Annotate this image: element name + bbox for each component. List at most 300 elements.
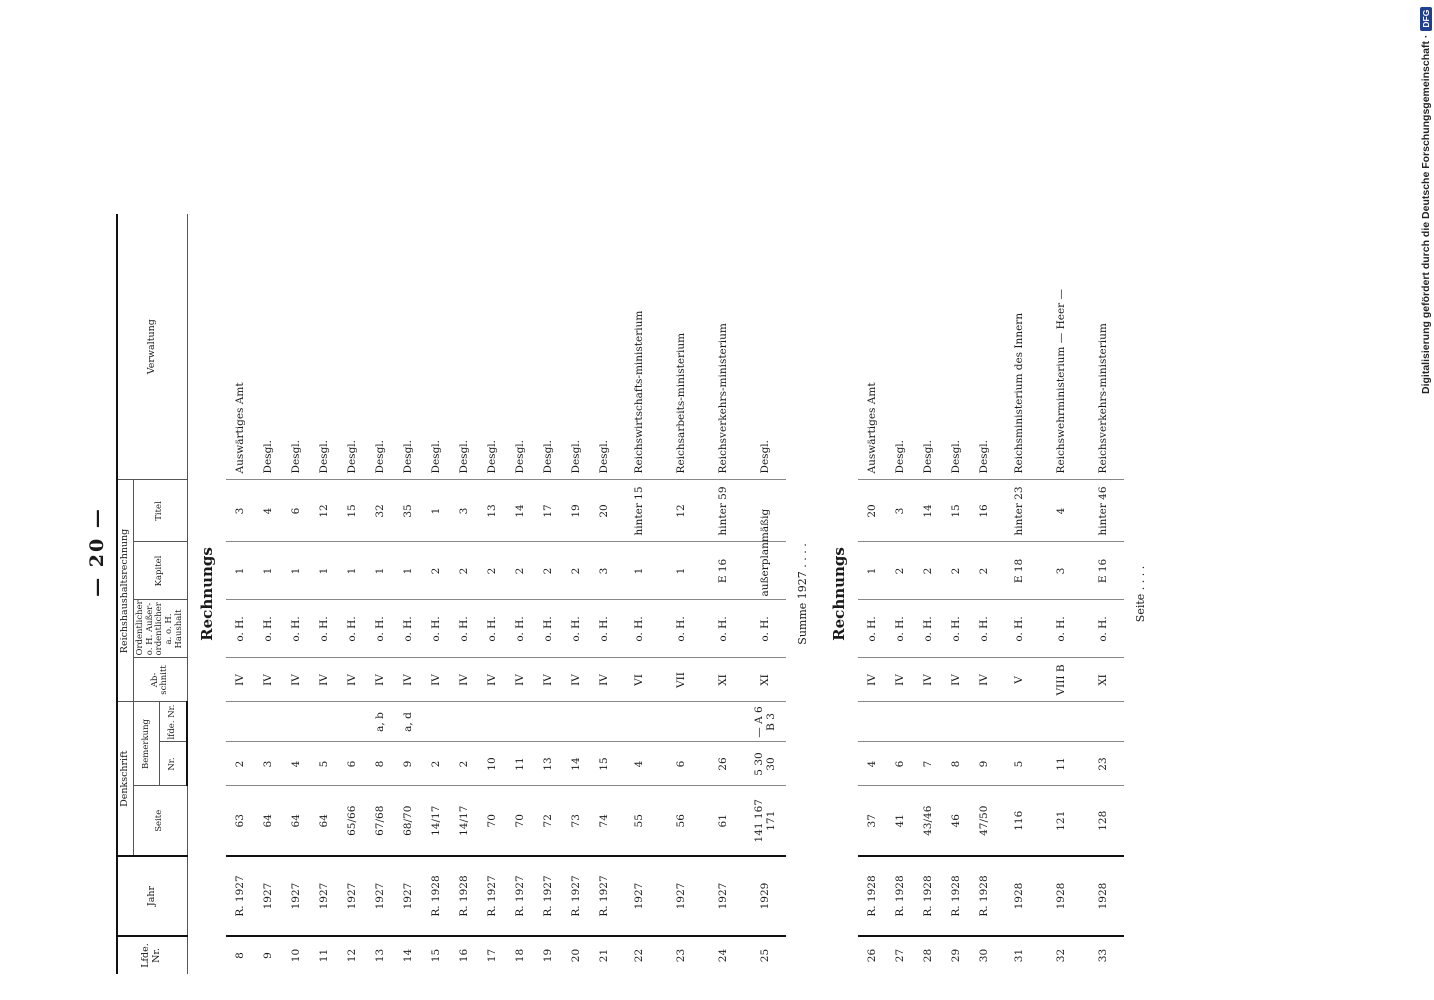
cell-bem-nr: 8 [366,742,394,786]
table-row [1082,214,1124,974]
cell-verwaltung: Desgl. [478,214,506,480]
cell-titel: 3 [886,480,914,542]
cell-jahr: 1928 [1040,856,1082,936]
col-bem-lfd-header: lfde. Nr. [160,702,187,742]
cell-lfd: 31 [998,936,1040,974]
cell-bem-nr: 3 [254,742,282,786]
cell-seite: 128 [1082,786,1124,856]
cell-haushalt: o. H. [858,600,886,658]
section-title: Rechnungs [829,547,848,641]
cell-bem-lfd [858,702,886,742]
cell-haushalt: o. H. [338,600,366,658]
col-titel-header: Titel [133,480,187,542]
sum-row [786,214,820,974]
cell-haushalt: o. H. [226,600,254,658]
cell-jahr: R. 1927 [478,856,506,936]
cell-lfd: 21 [590,936,618,974]
cell-kapitel: 2 [886,542,914,600]
col-bemerkung-header: Bemerkung [133,702,159,786]
cell-seite: 65/66 [338,786,366,856]
cell-verwaltung: Desgl. [282,214,310,480]
cell-haushalt: o. H. [618,600,660,658]
cell-jahr: R. 1928 [422,856,450,936]
cell-jahr: 1927 [660,856,702,936]
cell-verwaltung: Desgl. [886,214,914,480]
cell-jahr: 1927 [338,856,366,936]
cell-bem-nr: 9 [970,742,998,786]
cell-bem-nr: 9 [394,742,422,786]
cell-lfd: 33 [1082,936,1124,974]
cell-bem-nr: 8 [942,742,970,786]
table-row [660,214,702,974]
cell-bem-nr: 2 [422,742,450,786]
cell-verwaltung: Reichswirtschafts-ministerium [618,214,660,480]
cell-titel: 12 [660,480,702,542]
cell-abschnitt: XI [1082,658,1124,702]
cell-lfd: 25 [744,936,786,974]
cell-jahr: R. 1928 [886,856,914,936]
table-row [506,214,534,974]
cell-kapitel: außerplanmäßig [744,542,786,600]
cell-kapitel: 1 [858,542,886,600]
cell-titel: 1 [422,480,450,542]
table-row [618,214,660,974]
cell-lfd: 24 [702,936,744,974]
cell-titel: 6 [282,480,310,542]
cell-abschnitt: XI [702,658,744,702]
cell-bem-lfd [254,702,282,742]
cell-seite: 116 [998,786,1040,856]
cell-verwaltung: Desgl. [970,214,998,480]
cell-verwaltung: Auswärtiges Amt [226,214,254,480]
cell-bem-nr: 10 [478,742,506,786]
cell-jahr: 1927 [618,856,660,936]
cell-lfd: 28 [914,936,942,974]
cell-titel: 12 [310,480,338,542]
cell-titel: 3 [226,480,254,542]
cell-haushalt: o. H. [478,600,506,658]
cell-bem-lfd [226,702,254,742]
cell-kapitel: 1 [226,542,254,600]
digitization-credit [1416,4,1434,394]
cell-seite: 70 [506,786,534,856]
cell-lfd: 22 [618,936,660,974]
cell-jahr: 1928 [998,856,1040,936]
cell-kapitel: E 16 [702,542,744,600]
cell-titel: 3 [450,480,478,542]
cell-seite: 70 [478,786,506,856]
section-1 [187,214,820,974]
cell-titel: 17 [534,480,562,542]
col-kapitel-header: Kapitel [133,542,187,600]
cell-bem-lfd [998,702,1040,742]
cell-abschnitt: IV [254,658,282,702]
table-row [450,214,478,974]
cell-haushalt: o. H. [366,600,394,658]
col-reichshaushalt-header: Reichshaushaltsrechnung [117,480,133,702]
cell-abschnitt: IV [226,658,254,702]
sum-row [1124,214,1158,974]
cell-abschnitt: IV [886,658,914,702]
page-number: — 20 — [86,507,108,597]
cell-abschnitt: IV [590,658,618,702]
cell-bem-nr: 2 [450,742,478,786]
cell-lfd: 8 [226,936,254,974]
cell-abschnitt: VI [618,658,660,702]
cell-kapitel: 1 [310,542,338,600]
col-haushalt-header: Ordentlicher o. H. Außer-ordentlicher a. o. H. Haushalt [133,600,187,658]
cell-verwaltung: Desgl. [310,214,338,480]
cell-kapitel: E 16 [1082,542,1124,600]
cell-titel: 4 [1040,480,1082,542]
table-row [310,214,338,974]
cell-bem-nr: 2 [226,742,254,786]
table-row [254,214,282,974]
cell-abschnitt: IV [858,658,886,702]
cell-seite: 14/17 [422,786,450,856]
col-lfd-header: Lfde. Nr. [117,936,187,974]
table-row [534,214,562,974]
cell-seite: 41 [886,786,914,856]
cell-seite: 64 [282,786,310,856]
table-row [394,214,422,974]
section-2 [820,214,1158,974]
cell-bem-lfd [1040,702,1082,742]
cell-titel: 32 [366,480,394,542]
cell-lfd: 13 [366,936,394,974]
cell-kapitel: 3 [590,542,618,600]
cell-jahr: R. 1927 [590,856,618,936]
table-row [998,214,1040,974]
cell-bem-nr: 15 [590,742,618,786]
cell-seite: 64 [310,786,338,856]
cell-jahr: 1929 [744,856,786,936]
cell-kapitel: 2 [914,542,942,600]
cell-titel: 14 [506,480,534,542]
cell-abschnitt: IV [914,658,942,702]
cell-bem-nr: 4 [618,742,660,786]
cell-titel: 35 [394,480,422,542]
cell-bem-lfd [562,702,590,742]
cell-haushalt: o. H. [534,600,562,658]
cell-jahr: R. 1928 [450,856,478,936]
cell-verwaltung: Desgl. [450,214,478,480]
cell-jahr: 1927 [702,856,744,936]
cell-haushalt: o. H. [590,600,618,658]
ledger-table [116,214,1158,974]
cell-haushalt: o. H. [422,600,450,658]
cell-lfd: 26 [858,936,886,974]
cell-jahr: 1927 [394,856,422,936]
cell-kapitel: 2 [506,542,534,600]
cell-abschnitt: IV [450,658,478,702]
table-row [338,214,366,974]
cell-bem-nr: 6 [660,742,702,786]
cell-abschnitt: IV [970,658,998,702]
cell-verwaltung: Desgl. [534,214,562,480]
cell-abschnitt: IV [534,658,562,702]
cell-bem-lfd [422,702,450,742]
cell-bem-lfd [282,702,310,742]
cell-titel: 14 [914,480,942,542]
cell-bem-nr: 6 [338,742,366,786]
cell-lfd: 32 [1040,936,1082,974]
table-row [702,214,744,974]
cell-bem-lfd: a, b [366,702,394,742]
table-row [858,214,886,974]
cell-bem-nr: 14 [562,742,590,786]
cell-lfd: 15 [422,936,450,974]
cell-verwaltung: Reichsverkehrs-ministerium [1082,214,1124,480]
cell-lfd: 29 [942,936,970,974]
cell-bem-lfd [534,702,562,742]
cell-haushalt: o. H. [886,600,914,658]
cell-titel: 20 [590,480,618,542]
credit-text: Digitalisierung gefördert durch die Deutsche Forschungsgemeinschaft · [1420,34,1432,394]
cell-haushalt: o. H. [1082,600,1124,658]
cell-kapitel: E 18 [998,542,1040,600]
table-row [590,214,618,974]
cell-seite: 63 [226,786,254,856]
cell-abschnitt: V [998,658,1040,702]
cell-titel: 15 [338,480,366,542]
cell-haushalt: o. H. [970,600,998,658]
cell-jahr: R. 1928 [942,856,970,936]
cell-lfd: 10 [282,936,310,974]
cell-seite: 141 167 171 [744,786,786,856]
cell-bem-lfd [942,702,970,742]
cell-verwaltung: Desgl. [394,214,422,480]
rotated-sheet [72,112,1332,992]
cell-seite: 68/70 [394,786,422,856]
cell-haushalt: o. H. [450,600,478,658]
cell-bem-lfd [590,702,618,742]
cell-lfd: 20 [562,936,590,974]
cell-bem-lfd [886,702,914,742]
cell-verwaltung: Auswärtiges Amt [858,214,886,480]
cell-haushalt: o. H. [310,600,338,658]
cell-bem-nr: 4 [858,742,886,786]
cell-bem-nr: 11 [1040,742,1082,786]
cell-bem-nr: 5 [310,742,338,786]
cell-verwaltung: Reichswehrministerium — Heer — [1040,214,1082,480]
cell-bem-lfd [506,702,534,742]
cell-verwaltung: Desgl. [254,214,282,480]
cell-jahr: 1927 [254,856,282,936]
cell-abschnitt: IV [394,658,422,702]
col-verwaltung-header: Verwaltung [117,214,187,480]
cell-jahr: R. 1928 [858,856,886,936]
cell-kapitel: 2 [422,542,450,600]
cell-kapitel: 2 [450,542,478,600]
cell-lfd: 12 [338,936,366,974]
table-row [226,214,254,974]
table-row [282,214,310,974]
cell-kapitel: 1 [338,542,366,600]
cell-bem-lfd [1082,702,1124,742]
cell-haushalt: o. H. [254,600,282,658]
cell-verwaltung: Desgl. [744,214,786,480]
cell-verwaltung: Desgl. [914,214,942,480]
cell-titel: 20 [858,480,886,542]
table-row [970,214,998,974]
cell-seite: 14/17 [450,786,478,856]
cell-seite: 47/50 [970,786,998,856]
cell-haushalt: o. H. [1040,600,1082,658]
cell-bem-lfd [618,702,660,742]
cell-verwaltung: Reichsarbeits-ministerium [660,214,702,480]
cell-seite: 73 [562,786,590,856]
cell-lfd: 9 [254,936,282,974]
cell-kapitel: 1 [366,542,394,600]
table-row [478,214,506,974]
cell-titel: 19 [562,480,590,542]
cell-verwaltung: Desgl. [422,214,450,480]
cell-kapitel: 2 [942,542,970,600]
cell-abschnitt: IV [562,658,590,702]
cell-verwaltung: Desgl. [942,214,970,480]
cell-titel: hinter 15 [618,480,660,542]
table-row [562,214,590,974]
cell-abschnitt: IV [942,658,970,702]
cell-abschnitt: IV [422,658,450,702]
cell-haushalt: o. H. [914,600,942,658]
sum-label: Seite . . . . [1133,565,1147,623]
cell-bem-lfd [478,702,506,742]
cell-jahr: R. 1928 [914,856,942,936]
cell-bem-nr: 23 [1082,742,1124,786]
cell-abschnitt: IV [366,658,394,702]
cell-kapitel: 2 [970,542,998,600]
cell-titel: hinter 59 [702,480,744,542]
col-jahr-header: Jahr [117,856,187,936]
cell-kapitel: 1 [618,542,660,600]
cell-jahr: 1927 [366,856,394,936]
cell-haushalt: o. H. [744,600,786,658]
cell-verwaltung: Desgl. [562,214,590,480]
cell-haushalt: o. H. [506,600,534,658]
cell-lfd: 16 [450,936,478,974]
cell-bem-nr: 4 [282,742,310,786]
cell-bem-lfd [702,702,744,742]
cell-lfd: 11 [310,936,338,974]
cell-kapitel: 3 [1040,542,1082,600]
cell-kapitel: 1 [660,542,702,600]
cell-haushalt: o. H. [282,600,310,658]
cell-seite: 46 [942,786,970,856]
cell-seite: 43/46 [914,786,942,856]
cell-jahr: R. 1927 [562,856,590,936]
cell-seite: 121 [1040,786,1082,856]
cell-titel: 15 [942,480,970,542]
cell-haushalt: o. H. [702,600,744,658]
cell-lfd: 18 [506,936,534,974]
table-row [942,214,970,974]
section-title: Rechnungs [197,547,216,641]
table-row [744,214,786,974]
cell-bem-nr: 6 [886,742,914,786]
cell-kapitel: 2 [562,542,590,600]
cell-bem-nr: 5 [998,742,1040,786]
cell-seite: 72 [534,786,562,856]
cell-haushalt: o. H. [660,600,702,658]
cell-lfd: 19 [534,936,562,974]
cell-seite: 55 [618,786,660,856]
cell-bem-nr: 13 [534,742,562,786]
cell-titel: 16 [970,480,998,542]
cell-verwaltung: Desgl. [506,214,534,480]
cell-haushalt: o. H. [394,600,422,658]
cell-bem-lfd [970,702,998,742]
cell-bem-lfd [660,702,702,742]
cell-haushalt: o. H. [562,600,590,658]
cell-lfd: 23 [660,936,702,974]
table-header [117,214,187,974]
cell-verwaltung: Desgl. [590,214,618,480]
cell-jahr: 1927 [282,856,310,936]
cell-jahr: R. 1927 [226,856,254,936]
cell-abschnitt: XI [744,658,786,702]
col-bem-nr-header: Nr. [160,742,187,786]
cell-lfd: 17 [478,936,506,974]
col-denkschrift-header: Denkschrift [117,702,133,856]
cell-haushalt: o. H. [942,600,970,658]
cell-abschnitt: IV [282,658,310,702]
cell-kapitel: 1 [254,542,282,600]
cell-verwaltung: Desgl. [338,214,366,480]
cell-jahr: R. 1927 [506,856,534,936]
dfg-logo: DFG [1420,7,1432,31]
cell-verwaltung: Desgl. [366,214,394,480]
cell-kapitel: 2 [478,542,506,600]
cell-seite: 74 [590,786,618,856]
col-abschnitt-header: Ab-schnitt [133,658,187,702]
col-seite-header: Seite [133,786,187,856]
cell-lfd: 30 [970,936,998,974]
cell-jahr: 1927 [310,856,338,936]
cell-bem-lfd: a, d [394,702,422,742]
cell-bem-nr: 26 [702,742,744,786]
cell-bem-lfd [338,702,366,742]
cell-abschnitt: VII [660,658,702,702]
cell-kapitel: 2 [534,542,562,600]
cell-seite: 56 [660,786,702,856]
cell-bem-nr: 5 30 30 [744,742,786,786]
cell-bem-lfd: — A 6 B 3 [744,702,786,742]
cell-titel: 13 [478,480,506,542]
cell-jahr: R. 1928 [970,856,998,936]
cell-abschnitt: IV [338,658,366,702]
cell-abschnitt: IV [478,658,506,702]
sum-label: Summe 1927 . . . . [795,543,809,645]
cell-kapitel: 1 [394,542,422,600]
cell-bem-lfd [450,702,478,742]
cell-jahr: 1928 [1082,856,1124,936]
cell-haushalt: o. H. [998,600,1040,658]
cell-lfd: 27 [886,936,914,974]
cell-lfd: 14 [394,936,422,974]
cell-bem-nr: 11 [506,742,534,786]
cell-verwaltung: Reichsverkehrs-ministerium [702,214,744,480]
cell-seite: 67/68 [366,786,394,856]
table-row [422,214,450,974]
cell-verwaltung: Reichsministerium des Innern [998,214,1040,480]
cell-bem-lfd [310,702,338,742]
cell-titel: 4 [254,480,282,542]
table-row [366,214,394,974]
cell-seite: 61 [702,786,744,856]
table-row [1040,214,1082,974]
